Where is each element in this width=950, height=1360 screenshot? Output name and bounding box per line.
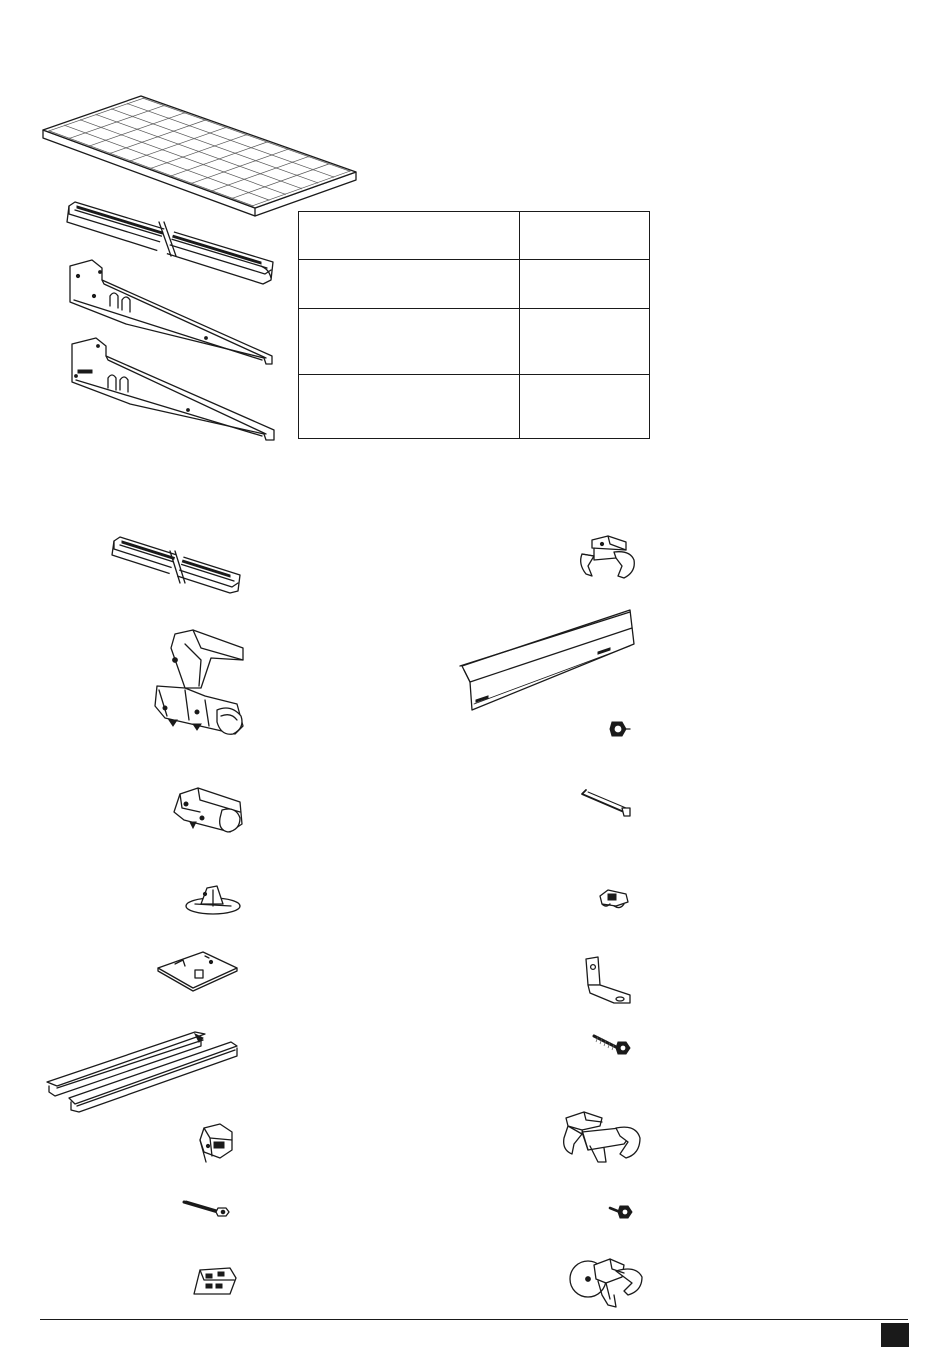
part-end-clamp-illustration — [170, 788, 245, 838]
part-channel-profiles-illustration — [45, 1030, 240, 1115]
part-small-screw-illustration — [608, 718, 632, 740]
part-round-cable-holder-illustration — [566, 1255, 644, 1313]
spec-table-label-cell — [299, 309, 520, 375]
spec-table-label-cell — [299, 260, 520, 309]
spec-table-row — [299, 260, 650, 309]
part-rail-illustration — [110, 535, 242, 595]
part-hook-rod-illustration — [578, 786, 634, 818]
page-number-box — [881, 1323, 909, 1347]
spec-table-row — [299, 212, 650, 260]
part-square-base-plate-illustration — [155, 950, 240, 992]
spec-table-value-cell — [520, 260, 650, 309]
part-module-clamp-bracket-illustration — [145, 630, 255, 740]
component-spec-table — [298, 211, 650, 439]
spec-table-label-cell — [299, 375, 520, 439]
spec-table-value-cell — [520, 212, 650, 260]
spec-table-value-cell — [520, 375, 650, 439]
part-grip-plate-illustration — [190, 1266, 240, 1298]
spec-table-row — [299, 375, 650, 439]
part-angle-bracket-illustration — [580, 955, 635, 1007]
part-rail-connector-clip-illustration — [568, 536, 638, 582]
spec-table-row — [299, 309, 650, 375]
part-rail-coupler-illustration — [558, 1110, 643, 1168]
part-cable-clip-illustration — [596, 886, 632, 910]
support-bracket-rear-illustration — [68, 338, 278, 448]
spec-table-value-cell — [520, 309, 650, 375]
spec-table-label-cell — [299, 212, 520, 260]
part-small-clamp-illustration — [196, 1122, 238, 1164]
part-long-bolt-illustration — [182, 1198, 232, 1220]
part-round-base-plate-illustration — [183, 884, 243, 916]
part-wind-deflector-illustration — [458, 608, 638, 713]
part-short-screw-illustration — [608, 1202, 634, 1224]
footer-rule — [40, 1319, 908, 1320]
part-self-tapping-screw-illustration — [592, 1032, 636, 1064]
